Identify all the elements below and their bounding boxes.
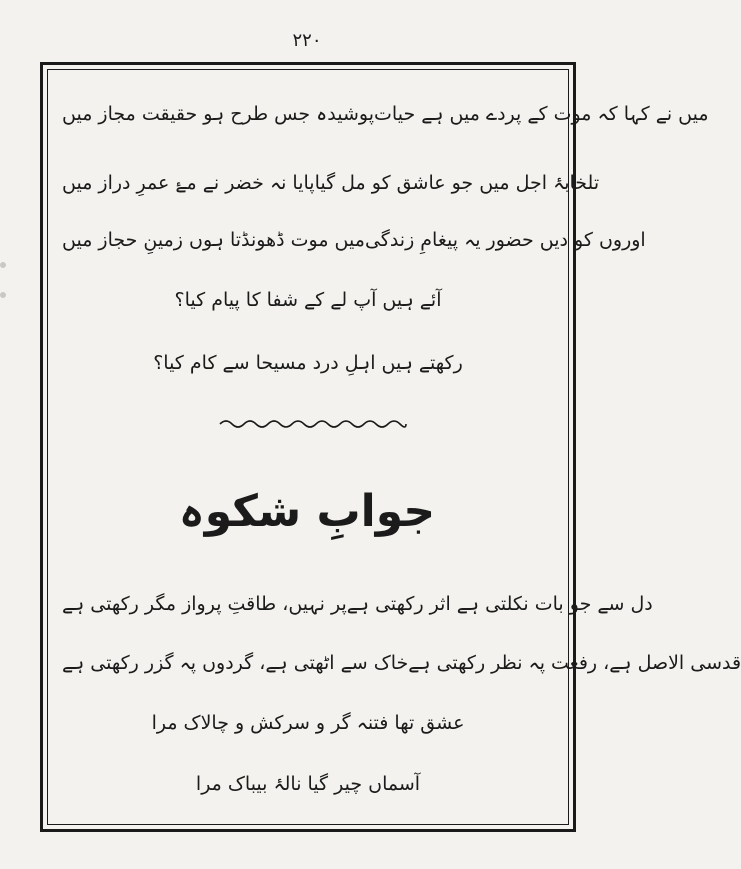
wavy-divider (218, 416, 408, 430)
misra-second: پوشیدہ جس طرح ہو حقیقت مجاز میں (62, 103, 375, 125)
misra-second: خاک سے اٹھتی ہے، گردوں پہ گزر رکھتی ہے (62, 652, 409, 674)
misra-first: اوروں کو دیں حضور یہ پیغامِ زندگی (364, 229, 646, 251)
couplet-4 (62, 584, 653, 624)
closing-line-4: آسماں چیر گیا نالۂ بیباک مرا (195, 773, 421, 795)
couplet-5 (62, 643, 741, 683)
closing-line-2: رکھتے ہیں اہلِ درد مسیحا سے کام کیا؟ (153, 352, 463, 374)
misra-second: پایا نہ خضر نے مۓ عمرِ دراز میں (62, 172, 315, 194)
couplet-3 (62, 220, 646, 260)
misra-first: قدسی الاصل ہے، رفعت پہ نظر رکھتی ہے (408, 652, 741, 674)
couplet-1 (62, 94, 709, 134)
misra-second: میں موت ڈھونڈتا ہوں زمینِ حجاز میں (62, 229, 365, 251)
closing-line-1: آئے ہیں آپ لے کے شفا کا پیام کیا؟ (174, 289, 442, 311)
poem-title: جوابِ شکوہ (178, 486, 436, 537)
closing-line-3: عشق تھا فتنہ گر و سرکش و چالاک مرا (151, 712, 465, 734)
binding-hole (0, 262, 6, 268)
misra-first: تلخابۂ اجل میں جو عاشق کو مل گیا (314, 172, 600, 194)
page-number: ۲۲۰ (292, 30, 322, 51)
misra-first: دل سے جو بات نکلتی ہے اثر رکھتی ہے (346, 593, 653, 615)
couplet-2 (62, 163, 600, 203)
binding-hole (0, 292, 6, 298)
misra-second: پر نہیں، طاقتِ پرواز مگر رکھتی ہے (62, 593, 347, 615)
misra-first: میں نے کہا کہ موت کے پردے میں ہے حیات (374, 103, 709, 125)
